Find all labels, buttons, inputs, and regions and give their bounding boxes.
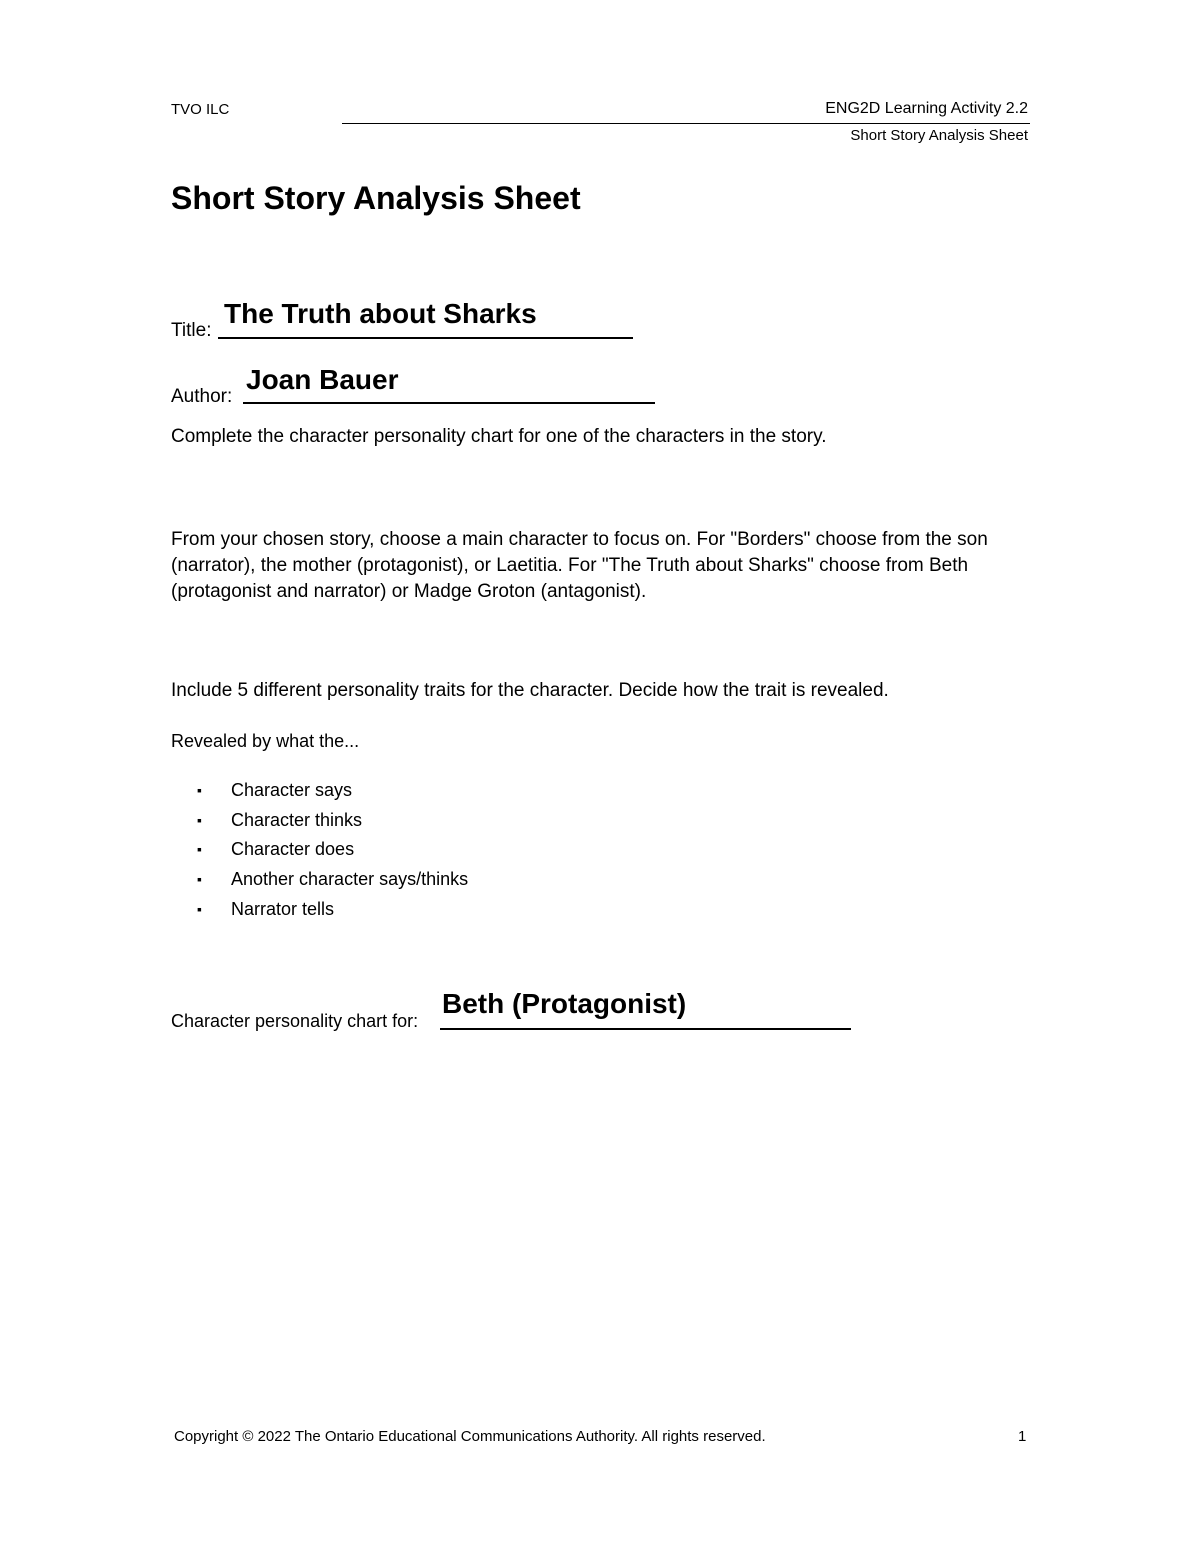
list-item-label: Narrator tells: [231, 898, 335, 919]
chart-for-value[interactable]: Beth (Protagonist): [442, 988, 687, 1019]
list-item-label: Character thinks: [231, 809, 363, 830]
bullet-icon: ▪: [197, 782, 202, 798]
instruction-complete: Complete the character personality chart for one of the characters in the story.: [171, 426, 827, 447]
header-rule: [342, 123, 1030, 124]
title-value[interactable]: The Truth about Sharks: [224, 298, 537, 329]
list-item-label: Character says: [231, 780, 353, 800]
revealed-heading: Revealed by what the...: [171, 731, 360, 751]
list-item-label: Another character says/thinks: [231, 869, 469, 890]
list-item: [171, 806, 468, 836]
title-underline: [218, 337, 633, 339]
author-underline: [243, 402, 655, 404]
instruction-include: Include 5 different personality traits for the character. Decide how the trait is revealed.: [171, 680, 889, 701]
header-activity: ENG2D Learning Activity 2.2: [825, 100, 1028, 117]
list-item: [171, 835, 468, 865]
bullet-icon: ▪: [197, 900, 202, 917]
footer-copyright: Copyright © 2022 The Ontario Educational Communications Authority. All rights reserved.: [174, 1428, 766, 1445]
bullet-icon: ▪: [197, 871, 202, 888]
bullet-icon: ▪: [197, 841, 202, 858]
instruction-choose: From your chosen story, choose a main character to focus on. For "Borders" choose from the son (narrator), the mother (protagonist), or Laetitia. For "The Truth about Sharks" choose from Beth (protagonist and narrator) or Madge Groton (antagonist).: [171, 529, 988, 602]
bullet-icon: ▪: [197, 811, 202, 828]
list-item: [171, 895, 468, 925]
list-item-label: Character does: [231, 839, 355, 860]
author-label: Author:: [171, 386, 233, 407]
header-subtitle: Short Story Analysis Sheet: [850, 127, 1028, 144]
list-item: [171, 776, 468, 806]
revealed-list: [171, 776, 468, 924]
title-label: Title:: [171, 320, 212, 341]
page-number: 1: [1018, 1428, 1027, 1445]
chart-for-label: Character personality chart for:: [171, 1011, 419, 1031]
list-item: [171, 865, 468, 895]
document-title: Short Story Analysis Sheet: [171, 180, 581, 216]
header-org: TVO ILC: [171, 101, 230, 118]
chart-for-underline: [440, 1028, 851, 1030]
author-value[interactable]: Joan Bauer: [246, 364, 399, 395]
